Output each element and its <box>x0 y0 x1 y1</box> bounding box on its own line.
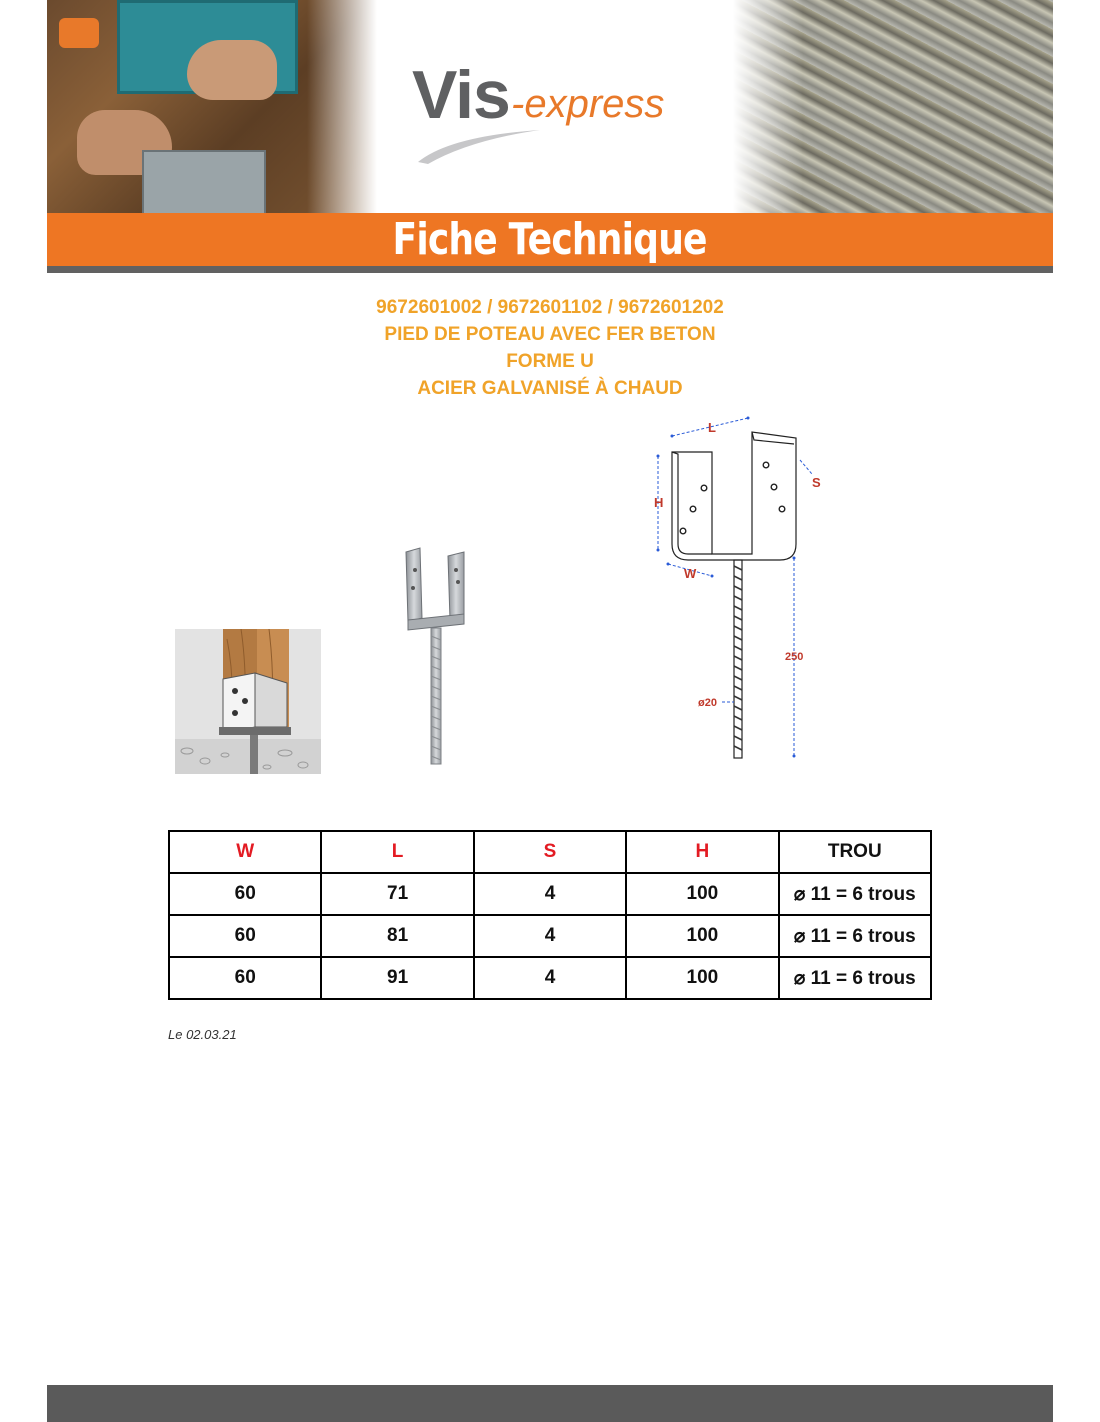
product-shape: FORME U <box>506 351 594 372</box>
title-bar <box>47 213 1053 266</box>
technical-drawing <box>648 414 828 764</box>
dimension-label-s: S <box>812 475 821 490</box>
page-title: Fiche Technique <box>392 214 708 265</box>
dimension-label-l: L <box>708 420 716 435</box>
screws-photo <box>733 0 1053 213</box>
table-row <box>169 957 931 999</box>
title-divider <box>47 266 1053 273</box>
column-header-l: L <box>321 831 473 873</box>
cell-h: 100 <box>626 873 778 915</box>
document-date: Le 02.03.21 <box>168 1027 237 1042</box>
cell-w: 60 <box>169 957 321 999</box>
cell-w: 60 <box>169 915 321 957</box>
table-header-row <box>169 831 931 873</box>
header-banner <box>47 0 1053 213</box>
product-references: 9672601002 / 9672601102 / 9672601202 <box>376 297 724 318</box>
cell-l: 71 <box>321 873 473 915</box>
product-heading <box>0 294 1100 402</box>
product-name: PIED DE POTEAU AVEC FER BETON <box>384 324 716 345</box>
screw-tray <box>142 150 266 213</box>
column-header-w: W <box>169 831 321 873</box>
cell-w: 60 <box>169 873 321 915</box>
hand <box>187 40 277 100</box>
footer-bar <box>47 1385 1053 1422</box>
dimension-label-h: H <box>654 495 664 510</box>
logo-main-text: Vis <box>412 57 510 133</box>
column-header-trou: TROU <box>779 831 931 873</box>
product-material: ACIER GALVANISÉ À CHAUD <box>417 378 683 399</box>
tools-photo <box>47 0 377 213</box>
column-header-s: S <box>474 831 626 873</box>
installation-illustration <box>175 629 321 774</box>
product-photo <box>398 546 474 768</box>
cell-s: 4 <box>474 873 626 915</box>
cell-l: 81 <box>321 915 473 957</box>
tape-measure-icon <box>59 18 99 48</box>
vis-express-logo <box>410 56 710 166</box>
specs-table <box>168 830 932 1000</box>
cell-h: 100 <box>626 957 778 999</box>
cell-trou: ⌀ 11 = 6 trous <box>779 957 931 999</box>
table-row <box>169 915 931 957</box>
column-header-h: H <box>626 831 778 873</box>
logo-suffix-text: -express <box>511 82 665 126</box>
cell-s: 4 <box>474 915 626 957</box>
cell-h: 100 <box>626 915 778 957</box>
table-row <box>169 873 931 915</box>
dimension-label-diameter: ø20 <box>698 697 717 709</box>
cell-s: 4 <box>474 957 626 999</box>
cell-trou: ⌀ 11 = 6 trous <box>779 873 931 915</box>
cell-trou: ⌀ 11 = 6 trous <box>779 915 931 957</box>
dimension-label-w: W <box>684 566 697 581</box>
logo-swoosh-icon <box>410 126 550 166</box>
dimension-label-length: 250 <box>785 651 804 663</box>
cell-l: 91 <box>321 957 473 999</box>
